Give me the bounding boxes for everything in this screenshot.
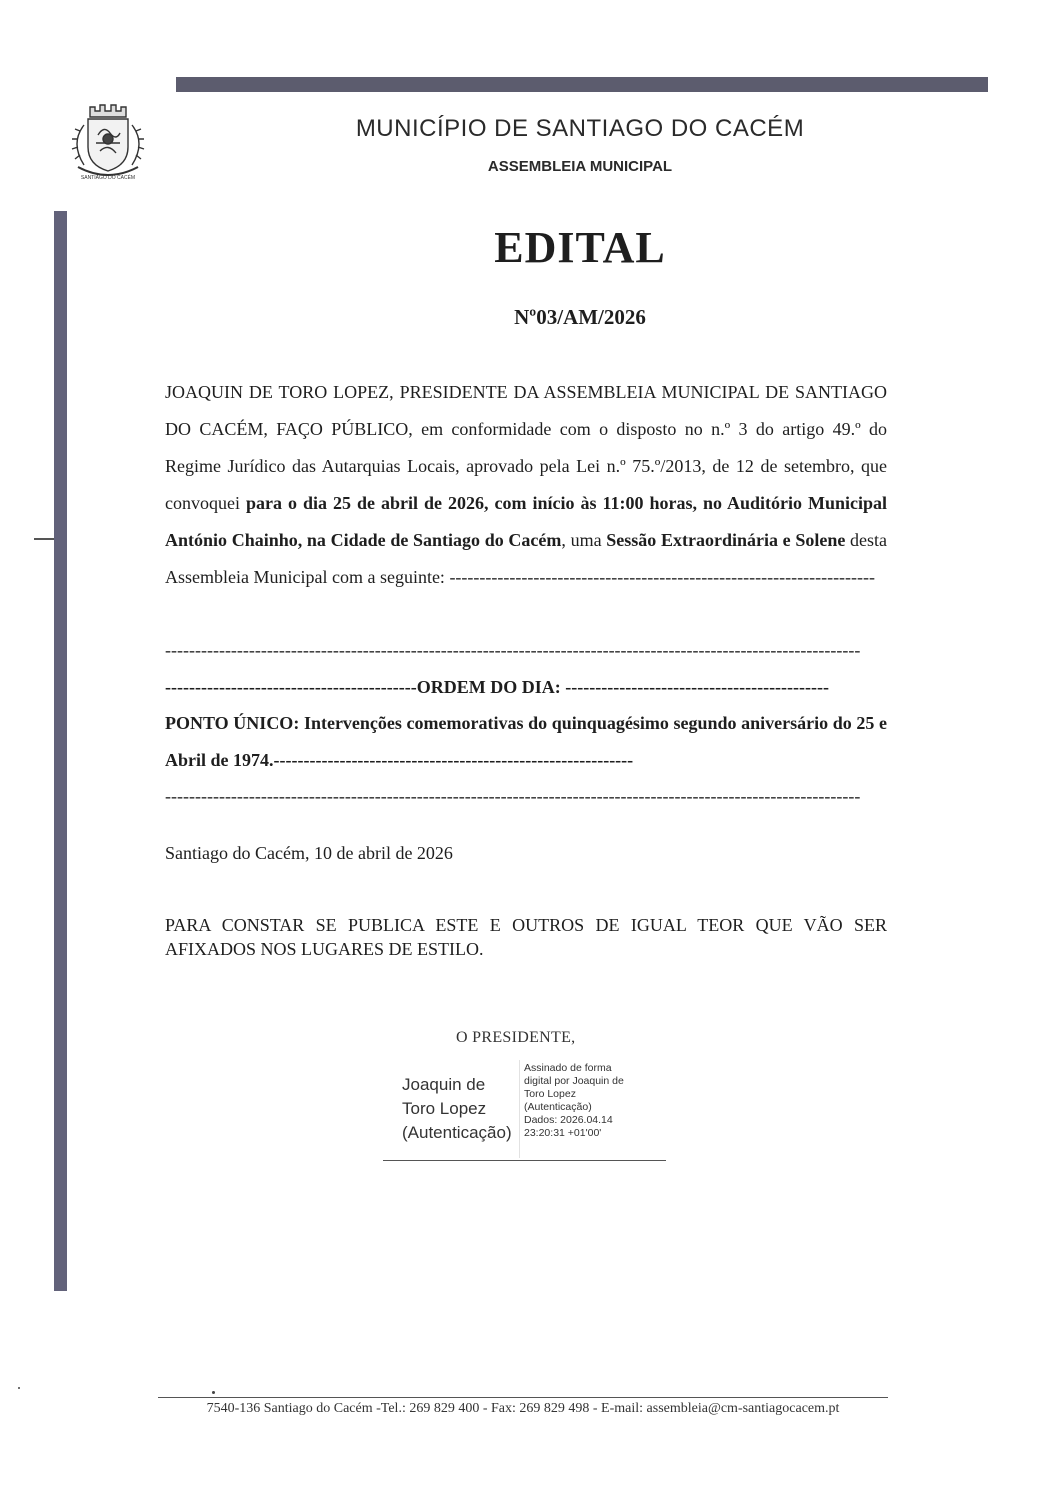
body-intro: JOAQUIN DE TORO LOPEZ, PRESIDENTE DA ASSEMBLEIA MUNICIPAL DE SANTIAGO DO CACÉM, FAÇO PÚBLICO, em conformidade com o disposto no n.º 3 do artigo 49.º do Regime Jurídico das Autarquias Locais, aprovado pela Lei n.º 75.º/2013, de 12 de setembro, que convoquei [165,382,887,513]
signature-detail-line: 23:20:31 +01'00' [524,1127,602,1139]
footer-rule [158,1397,888,1398]
assembly-name: ASSEMBLEIA MUNICIPAL [487,158,673,175]
dash-fill-line: -------------------------------------------------------------------------------------------------------------------- [165,640,861,660]
agenda-item-text: PONTO ÚNICO: Intervenções comemorativas do quinquagésimo segundo aniversário do 25 e Abril de 1974. [165,713,887,770]
footer-contact: 7540-136 Santiago do Cacém -Tel.: 269 829 400 - Fax: 269 829 498 - E-mail: assembleia@cm-santiagocacem.pt [206,1401,840,1416]
signatory-role: O PRESIDENTE, [456,1029,576,1046]
agenda-item [165,705,887,779]
signature-detail-line: digital por Joaquin de [524,1075,624,1087]
digital-signature-name [402,1073,522,1145]
municipality-name: MUNICÍPIO DE SANTIAGO DO CACÉM [355,115,805,142]
body-tail: desta Assembleia Municipal com a seguinte: [165,530,887,587]
dash-fill: ----------------------------------------------------------------------- [449,567,876,587]
body-session-type: Sessão Extraordinária e Solene [606,530,846,550]
announcement-body [165,374,887,596]
signature-divider [519,1060,520,1158]
top-decorative-bar [176,77,988,92]
scan-speck [212,1391,215,1394]
closing-statement: PARA CONSTAR SE PUBLICA ESTE E OUTROS DE IGUAL TEOR QUE VÃO SER AFIXADOS NOS LUGARES DE ESTILO. [165,915,887,959]
signature-name-line: Toro Lopez [402,1099,487,1118]
crest-ribbon-text: SANTIAGO DO CACÉM [80,175,136,181]
place-and-date: Santiago do Cacém, 10 de abril de 2026 [165,843,453,863]
dash-fill: ------------------------------------------------------------ [273,750,634,770]
municipal-crest-icon [58,95,158,185]
dash-fill: ------------------------------------------ [165,677,417,697]
agenda-heading: ORDEM DO DIA: [416,677,561,697]
signature-detail-line: Dados: 2026.04.14 [524,1114,613,1126]
left-decorative-bar [54,211,67,1291]
document-number: Nº03/AM/2026 [514,305,646,329]
signature-name-line: Joaquin de [402,1075,486,1094]
signature-name-line: (Autenticação) [402,1123,512,1142]
signature-line [383,1160,666,1161]
document-title: EDITAL [494,223,666,272]
signature-detail-line: Toro Lopez [524,1088,576,1100]
digital-signature-details [524,1062,664,1140]
scan-speck [18,1387,20,1389]
dash-fill: -------------------------------------------- [560,677,830,697]
body-connector: , uma [561,530,607,550]
body-meeting-details: para o dia 25 de abril de 2026, com início às 11:00 horas, no Auditório Municipal António Chainho, na Cidade de Santiago do Cacém [165,493,887,550]
dash-fill-line: -------------------------------------------------------------------------------------------------------------------- [165,786,861,806]
margin-mark [34,538,54,540]
signature-detail-line: (Autenticação) [524,1101,592,1113]
agenda-heading-line [165,676,872,698]
signature-detail-line: Assinado de forma [524,1062,612,1074]
